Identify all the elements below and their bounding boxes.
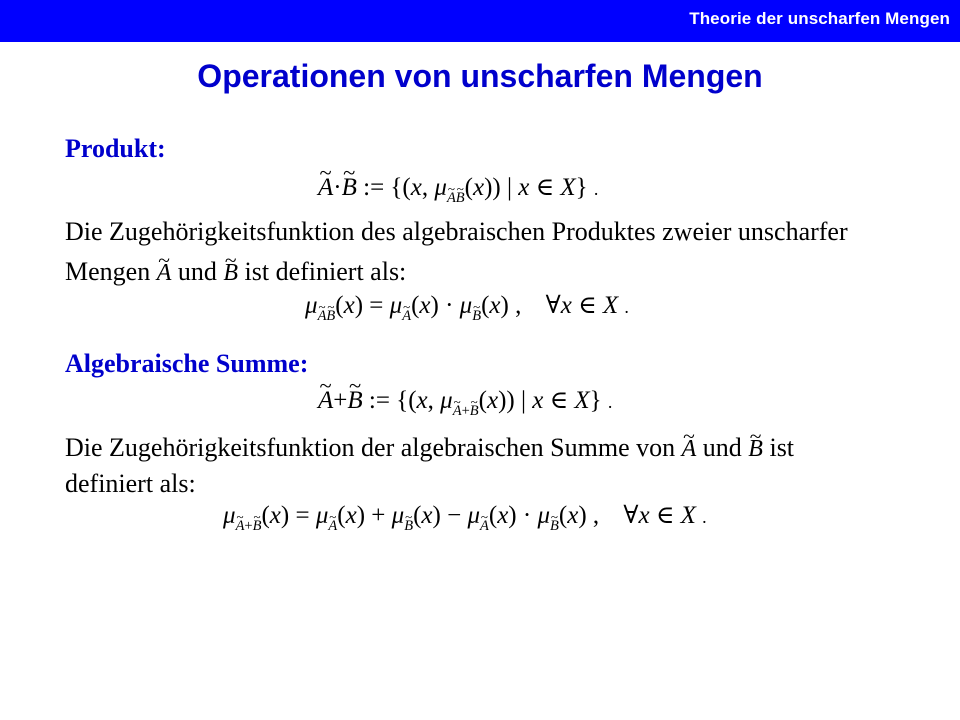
formula-sum-membership: μ~ $_{A+\sim B}$(x) = μ~ $_A$(x) + μ~ $_B$(x) − μ~ $_A$(x) · μ~ $_B$(x) , ∀x ∈ X . bbox=[223, 500, 707, 535]
formula-product-definition: ~ A·~ B := {(x, μ~ $_{A\sim B}$(x)) | x ∈ X} . bbox=[318, 172, 598, 207]
header-bar bbox=[0, 0, 960, 42]
sum-text-line1: Die Zugehörigkeitsfunktion der algebraischen Summe von ~ A und ~ B ist bbox=[65, 430, 794, 467]
sum-text-line2: definiert als: bbox=[65, 469, 196, 498]
sum-text-start: Die Zugehörigkeitsfunktion der algebraischen Summe von bbox=[65, 433, 676, 462]
formula-product-membership: μ~ $_{A\sim B}$(x) = μ~ $_A$(x) · μ~ $_B$(x) , ∀x ∈ X . bbox=[305, 290, 629, 325]
formula-sum-definition: ~ A+~ B := {(x, μ~ $_{A+\sim B}$(x)) | x ∈ X} . bbox=[318, 385, 612, 420]
product-text-mengen: Mengen bbox=[65, 257, 151, 286]
sum-text-ist: ist bbox=[769, 433, 795, 462]
section-heading-produkt: Produkt: bbox=[65, 134, 166, 163]
product-text-und: und bbox=[177, 257, 217, 286]
sum-text-und: und bbox=[702, 433, 742, 462]
product-text-line2: Mengen ~ A und ~ B ist definiert als: bbox=[65, 254, 406, 291]
page-title: Operationen von unscharfen Mengen bbox=[197, 58, 763, 94]
section-heading-summe: Algebraische Summe: bbox=[65, 349, 309, 378]
header-title: Theorie der unscharfen Mengen bbox=[689, 9, 950, 28]
product-text-line1: Die Zugehörigkeitsfunktion des algebraischen Produktes zweier unscharfer bbox=[65, 217, 848, 246]
product-text-end: ist definiert als: bbox=[244, 257, 407, 286]
